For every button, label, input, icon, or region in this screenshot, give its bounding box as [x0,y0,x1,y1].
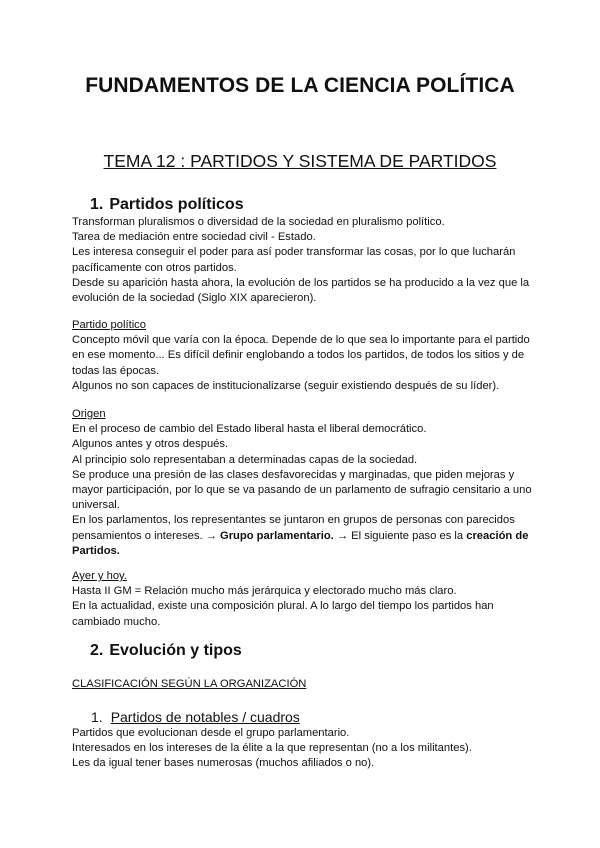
paragraph: Transforman pluralismos o diversidad de la sociedad en pluralismo político. [72,216,445,228]
subsection-title: Partidos de notables / cuadros [110,709,300,725]
subsection-number: 1. [91,709,103,725]
ayer-hoy-heading: Ayer y hoy. [72,570,127,582]
text-span: → El siguiente paso es la [333,529,467,542]
subsection-heading [91,709,300,725]
bold-term: creación de Partidos. [72,529,529,557]
paragraph: Interesados en los intereses de la élite a la que representan (no a los militantes). [72,742,472,755]
classification-heading: CLASIFICACIÓN SEGÚN LA ORGANIZACIÓN [72,678,307,690]
section-1-intro [72,215,532,306]
origen-block [72,407,532,559]
paragraph: Al principio solo representaban a determinadas capas de la sociedad. [72,453,418,466]
paragraph: Les da igual tener bases numerosas (muchos afiliados o no). [72,757,375,770]
paragraph: Hasta II GM = Relación mucho más jerárquica y electorado mucho más claro. [72,585,457,598]
section-1-number: 1. [90,196,104,213]
paragraph: Algunos no son capaces de institucionalizarse (seguir existiendo después de su líder). [72,379,500,392]
notables-block [72,726,532,772]
paragraph: Algunos antes y otros después. [72,438,229,451]
section-1-heading [90,196,244,214]
section-2-heading [90,642,242,660]
paragraph: Les interesa conseguir el poder para así poder transformar las cosas, por lo que lucharán pacíficamente con otros partidos. [72,246,516,274]
section-2-title: Evolución y tipos [109,642,242,659]
paragraph: Desde su aparición hasta ahora, la evolución de los partidos se ha producido a la vez que la evolución de la sociedad (Siglo XIX aparecieron). [72,276,530,305]
paragraph: Concepto móvil que varía con la época. Depende de lo que sea lo importante para el partido en ese momento... Es difícil definir englobando a todos los partidos, de todos los sitios y de todas las épocas. [72,334,530,377]
bold-term: Grupo parlamentario. [220,529,334,542]
paragraph: Tarea de mediación entre sociedad civil - Estado. [72,231,316,244]
partido-politico-block [72,318,532,394]
section-2-number: 2. [90,642,104,659]
origen-heading: Origen [72,408,106,420]
paragraph: En la actualidad, existe una composición plural. A lo largo del tiempo los partidos han cambiado mucho. [72,600,494,628]
paragraph-grupo-parlamentario [72,513,532,559]
section-1-title: Partidos políticos [109,196,244,213]
document-title: FUNDAMENTOS DE LA CIENCIA POLÍTICA [85,74,515,97]
paragraph: Se produce una presión de las clases desfavorecidas y marginadas, que piden mejoras y mayor participación, por lo que se va pasando de un parlamento de sufragio censitario a uno universal. [72,468,532,512]
paragraph: Partidos que evolucionan desde el grupo parlamentario. [72,727,350,739]
topic-title: TEMA 12 : PARTIDOS Y SISTEMA DE PARTIDOS [103,151,497,171]
ayer-hoy-block [72,569,532,630]
paragraph: En el proceso de cambio del Estado liberal hasta el liberal democrático. [72,423,427,436]
partido-politico-heading: Partido político [72,319,147,331]
text-span: En los parlamentos, los representantes se juntaron en grupos de personas con parecidos pensamientos o intereses. → [72,514,515,542]
